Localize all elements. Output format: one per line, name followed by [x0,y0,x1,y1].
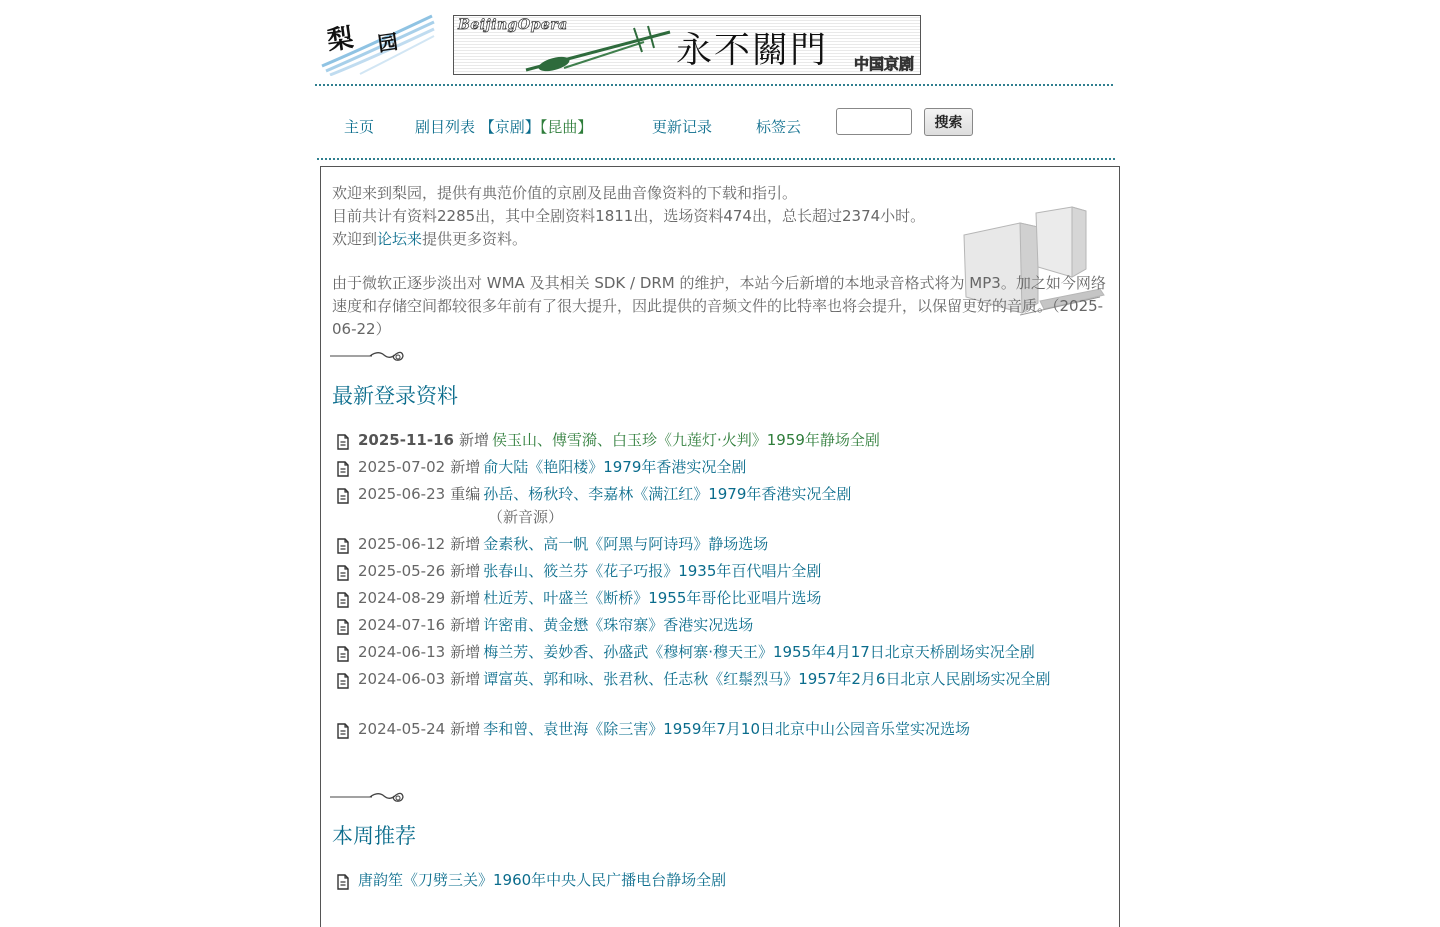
item-date: 2024-07-16 [358,616,446,634]
item-date: 2024-06-13 [358,643,446,661]
document-icon [336,874,350,890]
item-action: 新增 [450,643,481,661]
document-icon [336,461,350,477]
nav-list[interactable]: 剧目列表 [415,118,476,136]
item-title-link[interactable]: 侯玉山、傅雪漪、白玉珍《九莲灯·火判》1959年静场全剧 [491,431,880,449]
item-action: 新增 [450,458,481,476]
ornament-divider-icon [330,348,406,362]
item-date: 2025-06-12 [358,535,446,553]
item-date: 2025-06-23 [358,485,446,503]
item-date: 2025-07-02 [358,458,446,476]
item-date: 2024-08-29 [358,589,446,607]
format-notice: 由于微软正逐步淡出对 WMA 及其相关 SDK / DRM 的维护，本站今后新增的本地录音格式将为 MP3。加之如今网络速度和存储空间都较很多年前有了很大提升，因此提供的音频文件的比特率也将会提升，以保留更好的音质。（2025-06-22） [332,274,1106,338]
item-action: 新增 [458,431,489,449]
ornament-divider-icon [330,789,406,803]
item-action: 新增 [450,535,481,553]
document-icon [336,619,350,635]
item-date: 2024-05-24 [358,720,446,738]
svg-text:园: 园 [376,29,400,57]
item-title-link[interactable]: 金素秋、高一帆《阿黑与阿诗玛》静场选场 [483,535,769,553]
document-icon [336,488,350,504]
nav-tag-cloud[interactable]: 标签云 [756,118,802,136]
document-icon [336,565,350,581]
nav-home[interactable]: 主页 [344,118,375,136]
document-icon [336,646,350,662]
item-title-link[interactable]: 唐韵笙《刀劈三关》1960年中央人民广播电台静场全剧 [358,871,727,889]
intro-line-3-post: 提供更多资料。 [422,230,528,248]
item-title-link[interactable]: 孙岳、杨秋玲、李嘉林《满江红》1979年香港实况全剧 [483,485,852,503]
document-icon [336,538,350,554]
item-note: （新音源） [488,508,564,526]
item-date: 2025-11-16 [358,431,454,449]
banner [453,15,921,75]
item-title-link[interactable]: 谭富英、郭和咏、张君秋、任志秋《红鬃烈马》1957年2月6日北京人民剧场实况全剧 [483,670,1051,688]
logo-graphic [320,14,436,76]
nav-list-group [415,116,592,137]
svg-text:梨: 梨 [325,23,356,57]
document-icon [336,592,350,608]
nav-divider [317,158,1115,160]
item-date: 2025-05-26 [358,562,446,580]
intro-line-3-pre: 欢迎到 [332,230,378,248]
item-action: 新增 [450,589,481,607]
intro-line-2: 目前共计有资料2285出，其中全剧资料1811出，选场资料474出，总长超过2374小时。 [332,207,926,225]
item-action: 新增 [450,670,481,688]
item-title-link[interactable]: 张春山、筱兰芬《花子巧报》1935年百代唱片全剧 [483,562,822,580]
header-divider [315,84,1113,86]
document-icon [336,673,350,689]
item-title-link[interactable]: 俞大陆《艳阳楼》1979年香港实况全剧 [483,458,747,476]
item-action: 新增 [450,562,481,580]
nav-kunqu[interactable]: 【昆曲】 [539,118,593,136]
huqin-icon [524,22,674,74]
intro-line-1: 欢迎来到梨园，提供有典范价值的京剧及昆曲音像资料的下载和指引。 [332,184,798,202]
item-action: 新增 [450,616,481,634]
intro-line-3 [332,228,1107,251]
item-action: 新增 [450,720,481,738]
document-icon [336,723,350,739]
item-date: 2024-06-03 [358,670,446,688]
item-action: 重编 [450,485,481,503]
search-input[interactable] [836,108,912,135]
search-button[interactable]: 搜索 [924,108,973,136]
banner-english-text: BeijingOpera [458,17,568,33]
banner-title: 永不關門 [676,30,829,71]
weekly-section-title: 本周推荐 [332,824,416,848]
forum-link[interactable]: 论坛来 [377,230,423,248]
document-icon [336,434,350,450]
site-logo[interactable] [320,14,436,76]
item-title-link[interactable]: 李和曾、袁世海《除三害》1959年7月10日北京中山公园音乐堂实况选场 [483,720,971,738]
intro-text [332,182,1107,341]
item-title-link[interactable]: 梅兰芳、姜妙香、孙盛武《穆柯寨·穆天王》1955年4月17日北京天桥剧场实况全剧 [483,643,1035,661]
item-title-link[interactable]: 杜近芳、叶盛兰《断桥》1955年哥伦比亚唱片选场 [483,589,822,607]
item-title-link[interactable]: 许密甫、黄金懋《珠帘寨》香港实况选场 [483,616,754,634]
nav-jingju[interactable]: 【京剧】 [479,118,540,136]
nav-updates[interactable]: 更新记录 [652,118,713,136]
latest-section-title: 最新登录资料 [332,384,458,408]
banner-subtitle: 中国京剧 [853,55,914,73]
